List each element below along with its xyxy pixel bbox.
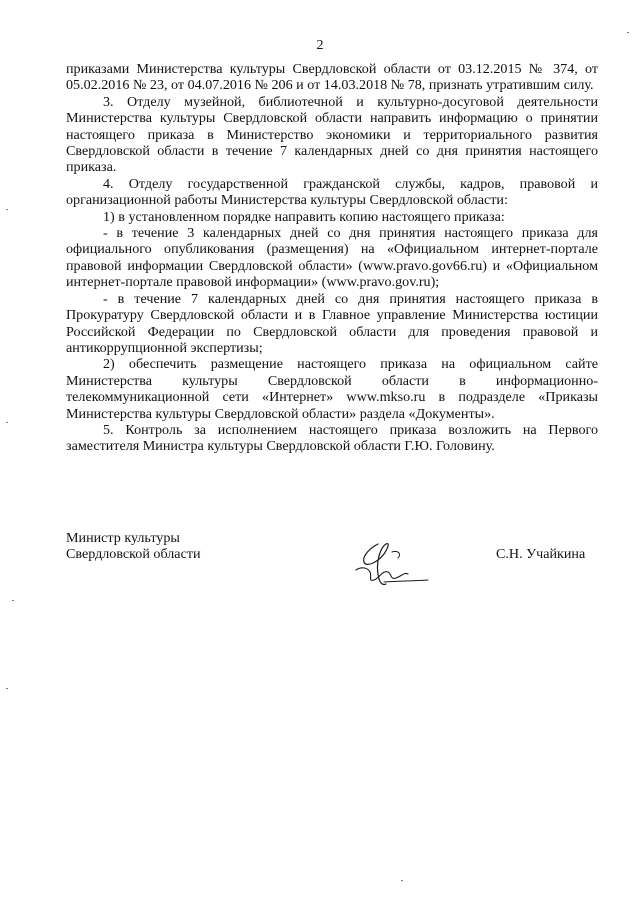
- scan-speck: [401, 880, 403, 881]
- signatory-title-line: Свердловской области: [66, 546, 201, 563]
- scan-speck: [6, 422, 8, 423]
- scan-speck: [627, 32, 629, 33]
- paragraph-continuation: приказами Министерства культуры Свердловской области от 03.12.2015 № 374, от 05.02.2016 № 23, от 04.07.2016 № 206 и от 14.03.2018 № 78, признать утратившим силу.: [66, 61, 598, 94]
- signatory-title: [66, 530, 201, 563]
- paragraph-item-3: 3. Отделу музейной, библиотечной и культурно-досуговой деятельности Министерства культуры Свердловской области направить информацию о принятии настоящего приказа в Министерство экономики и территориального развития Свердловской области в течение 7 календарных дней со дня принятия настоящего приказа.: [66, 93, 598, 176]
- signatory-title-line: Министр культуры: [66, 530, 180, 546]
- handwritten-signature: [348, 540, 430, 588]
- paragraph-subitem-1: 1) в установленном порядке направить копию настоящего приказа:: [103, 208, 505, 225]
- signatory-name: С.Н. Учайкина: [496, 546, 586, 562]
- document-body: [66, 61, 598, 455]
- signature-block: [66, 530, 598, 590]
- paragraph-item-4: 4. Отделу государственной гражданской службы, кадров, правовой и организационной работы Министерства культуры Свердловской области:: [66, 175, 598, 209]
- scan-speck: [12, 600, 14, 601]
- paragraph-dash-publication: - в течение 3 календарных дней со дня принятия настоящего приказа для официального опубликования (размещения) на «Официальном интернет-портале правовой информации Свердловской области» (www.pravo.gov66.ru) и «Официальном интернет-портале правовой информации» (www.pravo.gov.ru);: [66, 225, 598, 291]
- scan-speck: [6, 209, 8, 210]
- paragraph-item-5: 5. Контроль за исполнением настоящего приказа возложить на Первого заместителя Министра культуры Свердловской области Г.Ю. Головину.: [66, 421, 598, 455]
- scan-speck: [6, 688, 8, 689]
- page-number: 2: [316, 38, 324, 53]
- paragraph-subitem-2: 2) обеспечить размещение настоящего приказа на официальном сайте Министерства культуры Свердловской области в информационно-телекоммуникационной сети «Интернет» www.mkso.ru в подразделе «Приказы Министерства культуры Свердловской области» раздела «Документы».: [66, 356, 598, 422]
- paragraph-dash-prosecutor: - в течение 7 календарных дней со дня принятия настоящего приказа в Прокуратуру Свердловской области и в Главное управление Министерства юстиции Российской Федерации по Свердловской области для проведения правовой и антикоррупционной экспертизы;: [66, 290, 598, 356]
